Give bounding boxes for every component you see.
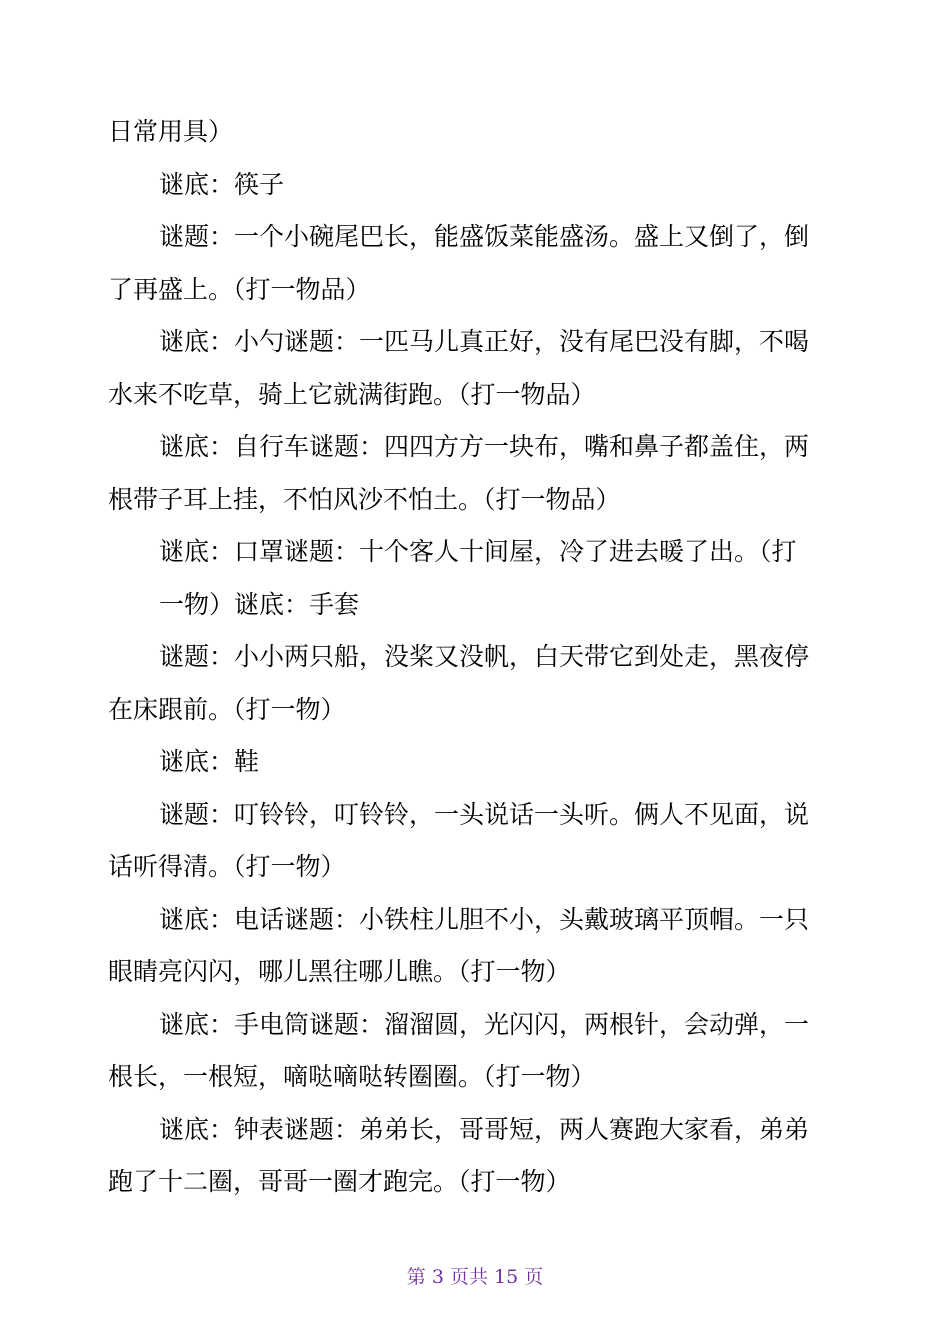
text-line: 谜底：手电筒谜题：溜溜圆，光闪闪，两根针，会动弹，一 — [159, 1009, 810, 1039]
text-line: 谜题：一个小碗尾巴长，能盛饭菜能盛汤。盛上又倒了，倒 — [159, 222, 810, 251]
text-line: 眼睛亮闪闪，哪儿黑往哪儿瞧。（打一物） — [108, 957, 571, 986]
text-line: 谜题：叮铃铃，叮铃铃，一头说话一头听。俩人不见面，说 — [159, 799, 810, 829]
text-line: 谜底：口罩谜题：十个客人十间屋，冷了进去暖了出。（打 — [159, 537, 797, 566]
document-body — [108, 106, 848, 1209]
text-line: 跑了十二圈，哥哥一圈才跑完。（打一物） — [108, 1167, 571, 1196]
text-line: 话听得清。（打一物） — [108, 852, 346, 881]
text-line: 一物）谜底：手套 — [159, 589, 360, 619]
text-line: 谜底：小勺谜题：一匹马儿真正好，没有尾巴没有脚，不喝 — [159, 327, 810, 356]
text-line: 谜底：筷子 — [159, 169, 285, 199]
page-number-footer: 第 3 页共 15 页 — [406, 1266, 544, 1288]
text-line: 根长，一根短，嘀哒嘀哒转圈圈。（打一物） — [108, 1062, 596, 1091]
text-line: 日常用具） — [108, 117, 234, 146]
text-line: 根带子耳上挂，不怕风沙不怕土。（打一物品） — [108, 484, 621, 514]
text-line: 谜底：鞋 — [159, 747, 260, 776]
text-line: 谜底：电话谜题：小铁柱儿胆不小，头戴玻璃平顶帽。一只 — [159, 904, 810, 934]
text-line: 谜底：钟表谜题：弟弟长，哥哥短，两人赛跑大家看，弟弟 — [159, 1114, 810, 1144]
text-line: 谜底：自行车谜题：四四方方一块布，嘴和鼻子都盖住，两 — [159, 432, 810, 461]
text-line: 谜题：小小两只船，没桨又没帆，白天带它到处走，黑夜停 — [159, 642, 810, 671]
text-line: 了再盛上。（打一物品） — [108, 274, 371, 304]
text-line: 在床跟前。（打一物） — [108, 694, 346, 724]
text-line: 水来不吃草，骑上它就满街跑。（打一物品） — [108, 379, 596, 409]
